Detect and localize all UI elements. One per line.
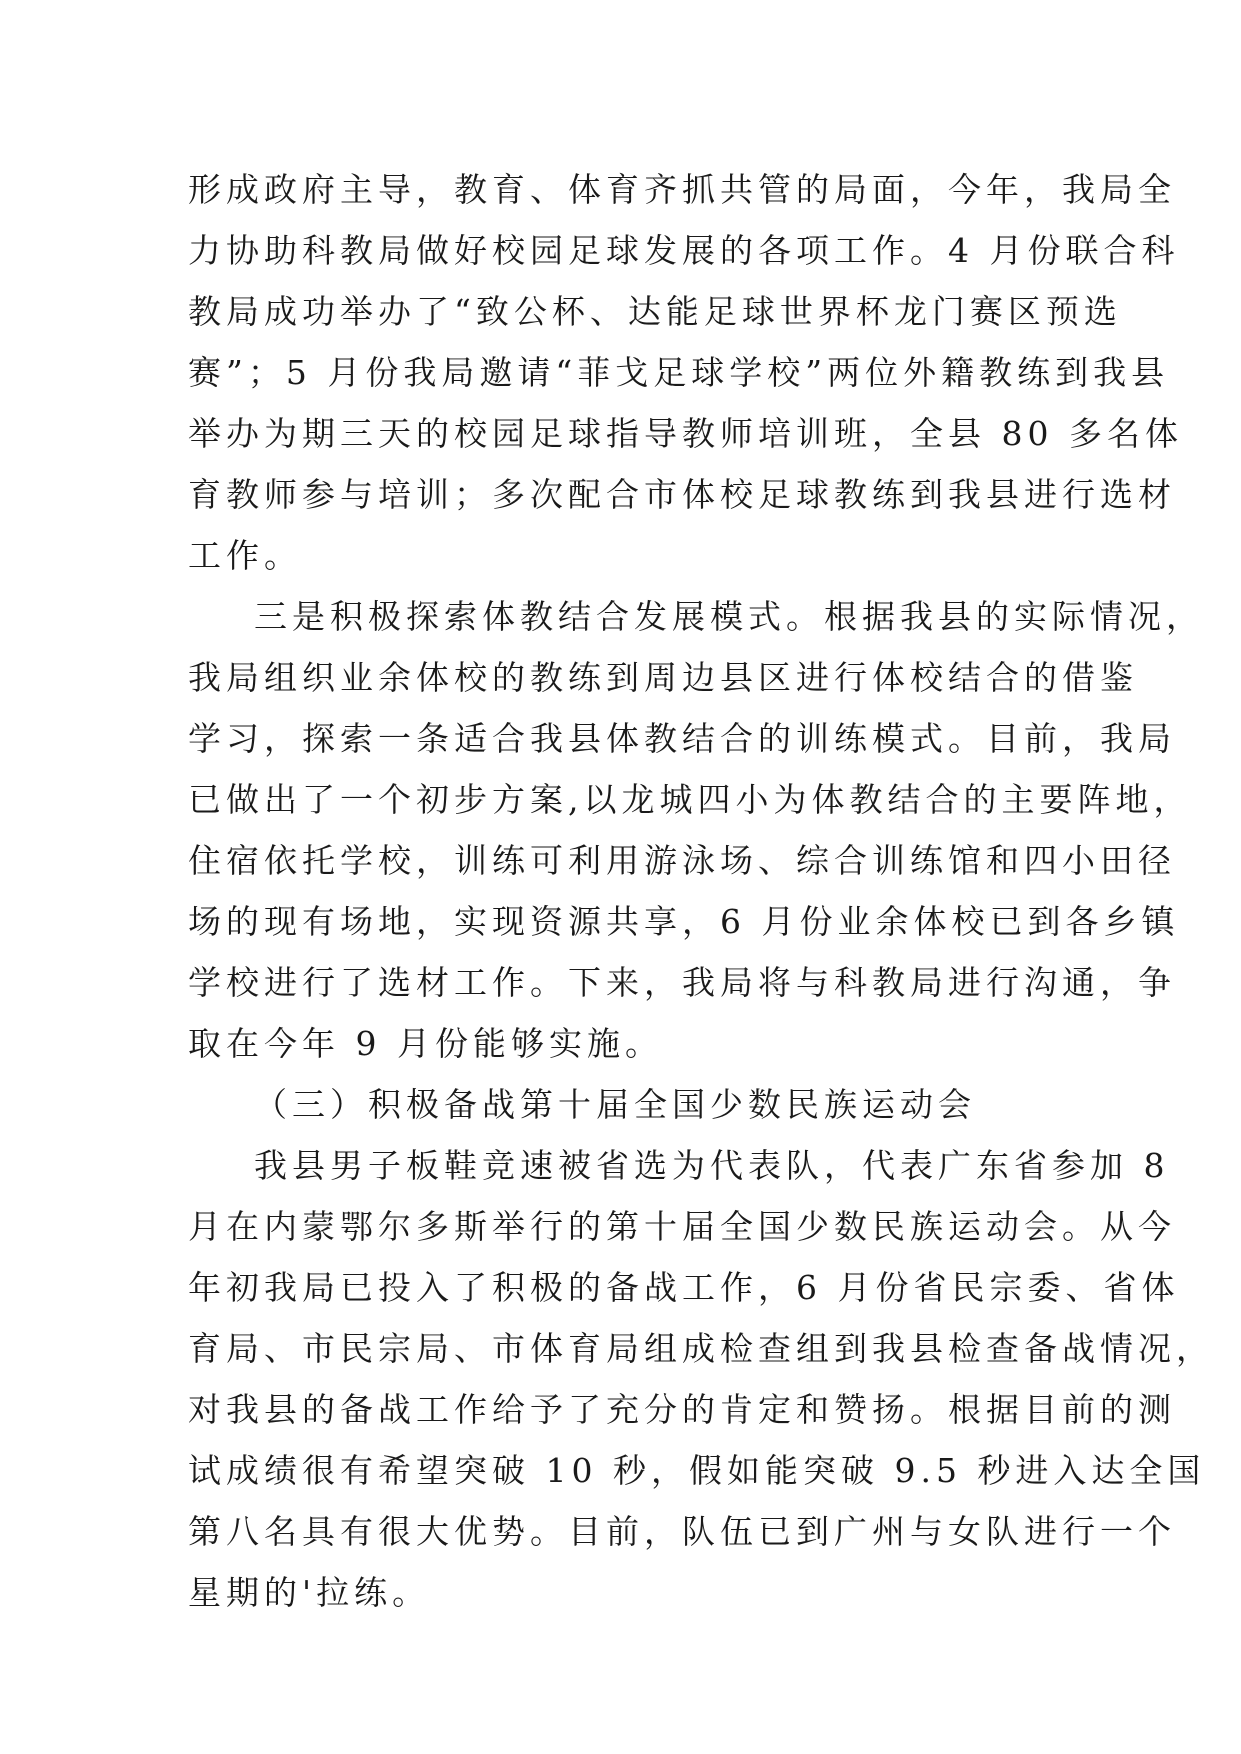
- text-line: 育局、市民宗局、市体育局组成检查组到我县检查备战情况，: [188, 1329, 1214, 1368]
- text-line: 第八名具有很大优势。目前，队伍已到广州与女队进行一个: [188, 1512, 1176, 1551]
- text-line: 赛”；5 月份我局邀请“菲戈足球学校”两位外籍教练到我县: [188, 353, 1170, 392]
- text-line: 力协助科教局做好校园足球发展的各项工作。4 月份联合科: [188, 231, 1180, 270]
- body-text: [188, 159, 1214, 1623]
- text-line: 学习，探索一条适合我县体教结合的训练模式。目前，我局: [188, 719, 1176, 758]
- text-line: 我局组织业余体校的教练到周边县区进行体校结合的借鉴: [188, 658, 1138, 697]
- text-line: 对我县的备战工作给予了充分的肯定和赞扬。根据目前的测: [188, 1390, 1176, 1429]
- text-line: 年初我局已投入了积极的备战工作，6 月份省民宗委、省体: [188, 1268, 1180, 1307]
- text-line: 举办为期三天的校园足球指导教师培训班，全县 80 多名体: [188, 414, 1183, 453]
- text-line: 学校进行了选材工作。下来，我局将与科教局进行沟通，争: [188, 963, 1176, 1002]
- text-line: 教局成功举办了“致公杯、达能足球世界杯龙门赛区预选: [188, 292, 1122, 331]
- text-line: 已做出了一个初步方案,以龙城四小为体教结合的主要阵地，: [188, 780, 1192, 819]
- text-line: 星期的'拉练。: [188, 1573, 431, 1612]
- text-line: 育教师参与培训；多次配合市体校足球教练到我县进行选材: [188, 475, 1176, 514]
- text-line: 工作。: [188, 536, 302, 575]
- text-line: 住宿依托学校，训练可利用游泳场、综合训练馆和四小田径: [188, 841, 1176, 880]
- text-line: 试成绩很有希望突破 10 秒，假如能突破 9.5 秒进入达全国: [188, 1451, 1206, 1490]
- text-line: 场的现有场地，实现资源共享，6 月份业余体校已到各乡镇: [188, 902, 1180, 941]
- text-line: 月在内蒙鄂尔多斯举行的第十届全国少数民族运动会。从今: [188, 1207, 1176, 1246]
- text-line: 取在今年 9 月份能够实施。: [188, 1024, 663, 1063]
- text-line: 形成政府主导，教育、体育齐抓共管的局面，今年，我局全: [188, 170, 1176, 209]
- section-heading: （三）积极备战第十届全国少数民族运动会: [254, 1085, 976, 1124]
- paragraph-start-line: 三是积极探索体教结合发展模式。根据我县的实际情况，: [254, 597, 1204, 636]
- paragraph-start-line: 我县男子板鞋竞速被省选为代表队，代表广东省参加 8: [254, 1146, 1170, 1185]
